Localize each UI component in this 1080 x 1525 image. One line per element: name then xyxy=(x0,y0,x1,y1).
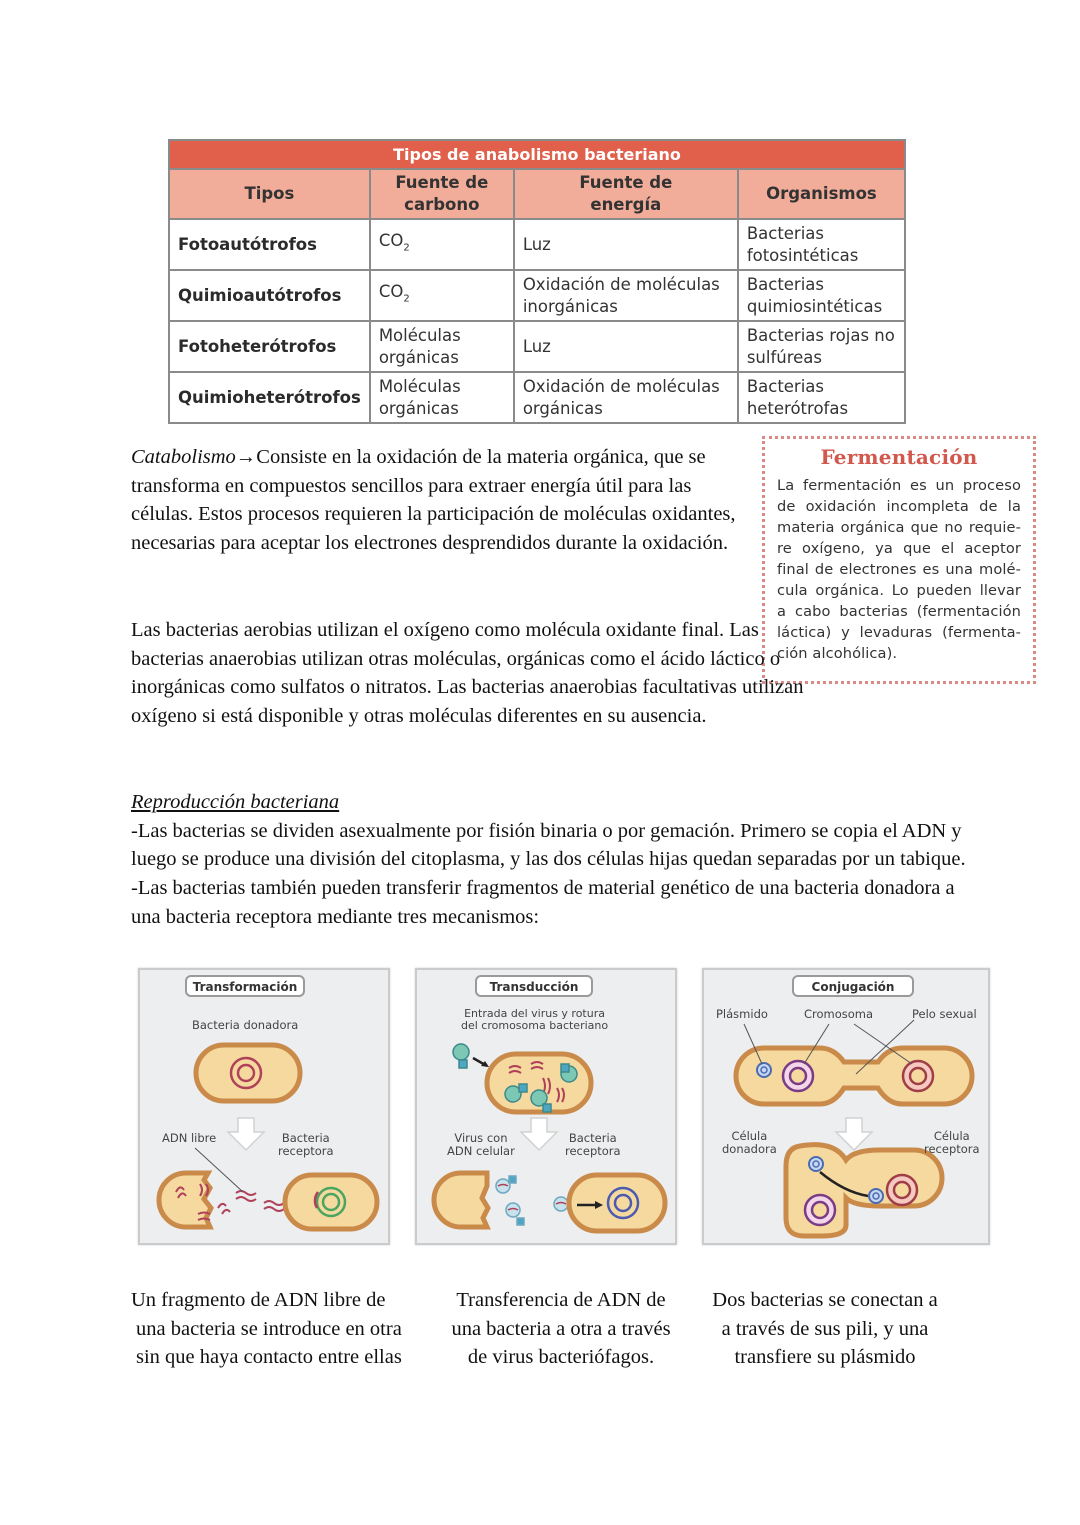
caption-transformacion: Un fragmento de ADN libre de una bacteria se introduce en otra sin que haya contacto entre ellas xyxy=(131,1289,402,1369)
cell-organismos: Bacterias rojas no sulfúreas xyxy=(738,321,905,372)
table-row xyxy=(169,270,905,321)
figure-transduccion xyxy=(415,968,677,1245)
table-row xyxy=(169,372,905,423)
cell-organismos: Bacterias heterótrofas xyxy=(738,372,905,423)
column-header-carbono: Fuente de carbono xyxy=(370,169,514,219)
figure-conjugacion xyxy=(702,968,990,1245)
transformation-badge: Transformación xyxy=(185,975,305,997)
fermentation-title: Fermentación xyxy=(820,445,978,469)
aerobic-paragraph: Las bacterias aerobias utilizan el oxígeno como molécula oxidante final. Las bacterias anaerobias utilizan otras moléculas, orgánicas como el ácido láctico o inorgánicas como sulfatos o nitratos. Las bacterias anaerobias facultativas utilizan oxígeno si está disponible y otras moléculas diferentes en su ausencia. xyxy=(131,619,804,728)
caption-conjugacion: Dos bacterias se conectan a a través de sus pili, y una transfiere su plásmido xyxy=(712,1289,938,1369)
reproduction-bullet-1: -Las bacterias se dividen asexualmente por fisión binaria o por gemación. Primero se copia el ADN y luego se produce una división del citoplasma, y las dos células hijas quedan separadas por un tabique. xyxy=(131,819,966,871)
figure-transformacion xyxy=(138,968,390,1245)
column-header-organismos: Organismos xyxy=(738,169,905,219)
cell-organismos: Bacterias quimiosintéticas xyxy=(738,270,905,321)
label-recipient-cell: Célula receptora xyxy=(924,1129,980,1156)
transformation-diagram xyxy=(140,970,390,1245)
caption-transduccion: Transferencia de ADN de una bacteria a otra a través de virus bacteriófagos. xyxy=(451,1289,671,1369)
label-sex-pilus: Pelo sexual xyxy=(912,1007,977,1021)
cell-carbono: $CO_2$ xyxy=(370,270,514,321)
label-recipient-bacteria: Bacteria receptora xyxy=(278,1131,334,1158)
table-title: Tipos de anabolismo bacteriano xyxy=(169,140,905,169)
cell-tipo: Quimioheterótrofos xyxy=(169,372,370,423)
cell-tipo: Fotoautótrofos xyxy=(169,219,370,270)
column-header-tipos: Tipos xyxy=(169,169,370,219)
cell-organismos: Bacterias fotosintéticas xyxy=(738,219,905,270)
arrow-icon: → xyxy=(235,446,257,468)
table-row xyxy=(169,321,905,372)
cell-tipo: Fotoheterótrofos xyxy=(169,321,370,372)
conjugation-badge: Conjugación xyxy=(792,975,914,997)
cell-carbono: Moléculas orgánicas xyxy=(370,321,514,372)
reproduction-bullet-2: -Las bacterias también pueden transferir fragmentos de material genético de una bacteria donadora a una bacteria receptora mediante tres mecanismos: xyxy=(131,877,955,928)
cell-carbono: Moléculas orgánicas xyxy=(370,372,514,423)
cell-tipo: Quimioautótrofos xyxy=(169,270,370,321)
catabolism-paragraph xyxy=(131,443,741,558)
label-virus-entry: Entrada del virus y rotura del cromosoma bacteriano xyxy=(461,1007,609,1032)
cell-energia: Oxidación de moléculas inorgánicas xyxy=(514,270,738,321)
label-recipient-bacteria: Bacteria receptora xyxy=(565,1131,621,1158)
catabolism-term: Catabolismo xyxy=(131,446,236,468)
table-row xyxy=(169,219,905,270)
label-donor-bacteria: Bacteria donadora xyxy=(192,1018,299,1032)
catabolism-text: Consiste en la oxidación de la materia orgánica, que se transforma en compuestos sencillos para extraer energía útil para las células. Estos procesos requieren la participación de moléculas oxidantes, necesarias para aceptar los electrones desprendidos durante la oxidación. xyxy=(131,446,736,555)
label-chromosome: Cromosoma xyxy=(804,1007,874,1021)
fermentation-text: La fermentación es un proceso de oxidación incompleta de la materia orgánica que no requie-re oxígeno, ya que el aceptor final de electrones es una molé-cula orgánica. Lo pueden llevar a cabo bacterias (fermentación láctica) y levaduras (fermenta-ción alcohólica). xyxy=(777,477,1021,662)
reproduction-heading: Reproducción bacteriana xyxy=(131,791,340,813)
cell-energia: Luz xyxy=(514,219,738,270)
label-donor-cell: Célula donadora xyxy=(722,1129,777,1156)
cell-carbono: $CO_2$ xyxy=(370,219,514,270)
transduction-badge: Transducción xyxy=(475,975,593,997)
label-free-dna: ADN libre xyxy=(162,1131,217,1145)
reproduction-section xyxy=(131,788,971,932)
cell-energia: Oxidación de moléculas orgánicas xyxy=(514,372,738,423)
cell-energia: Luz xyxy=(514,321,738,372)
label-plasmid: Plásmido xyxy=(716,1007,768,1021)
label-virus-with-dna: Virus con ADN celular xyxy=(447,1131,515,1158)
column-header-energia: Fuente de energía xyxy=(514,169,738,219)
anabolism-table xyxy=(168,139,906,424)
